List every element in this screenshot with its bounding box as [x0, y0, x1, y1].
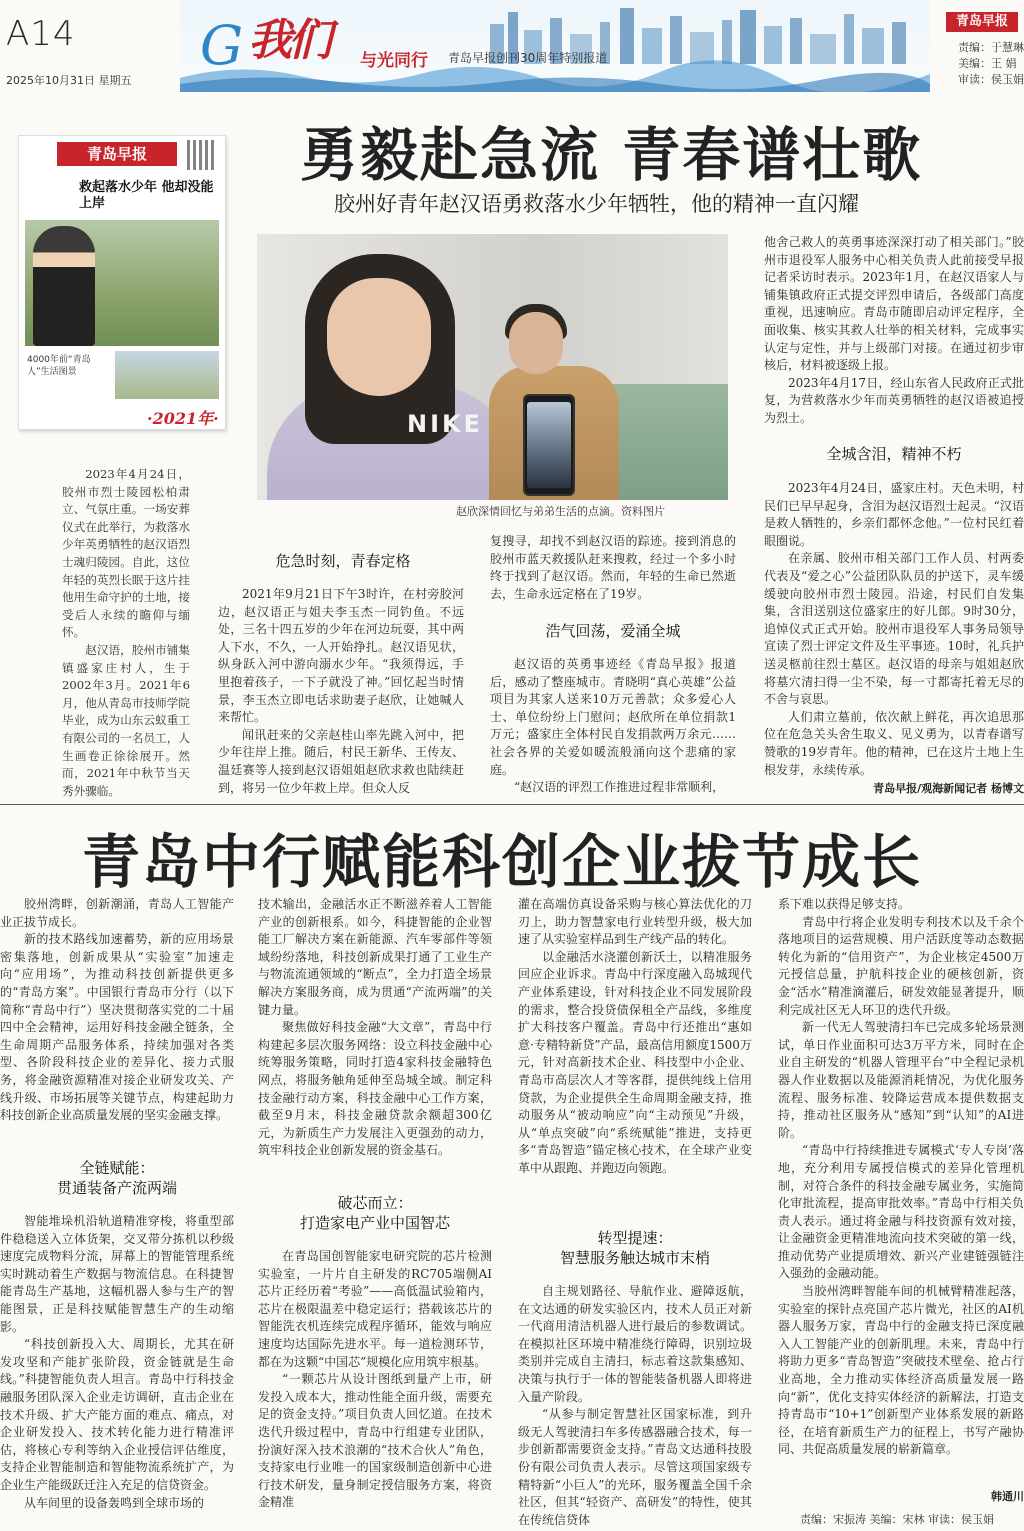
- thumbnail-headline: 救起落水少年 他却没能上岸: [79, 180, 214, 211]
- intro-paragraph: 赵汉语，胶州市铺集镇盛家庄村人，生于2002年3月。2021年6月，他从青岛市技师学院毕业，成为山东云蚁重工有限公司的一名员工，人生画卷正徐徐展开。然而，2021年中秋节当天秀外骤临。: [62, 642, 190, 798]
- banner-subtitle: 青岛早报创刊30周年特别报道: [448, 51, 608, 65]
- designer-credit: 美编：王 娟: [958, 57, 1017, 70]
- story1-column-4b: [764, 480, 1024, 779]
- story1-subheadline: 胶州好青年赵汉语勇救落水少年牺牲，他的精神一直闪耀: [334, 192, 859, 216]
- paragraph: “青岛中行持续推进专属模式‘专人专岗’落地，充分利用专属授信模式的差异化管理机制，对符合条件的科技金融专属业务，实施简化审批流程，提高审批效率。”青岛中行相关负责人表示。通过将金融与科技资源有效对接，让金融资金更精准地流向技术突破的第一线，推动优势产业提质增效、新兴产业建链强链注入强劲的金融动能。: [778, 1143, 1024, 1281]
- paragraph: 2023年4月24日，盛家庄村。天色未明，村民们已早早起身，含泪为赵汉语烈士起灵。“汉语是救人牺牲的，乡亲们都怀念他。”一位村民红着眼圈说。: [764, 481, 1024, 548]
- anniversary-banner: [180, 0, 930, 92]
- story1-byline: 青岛早报/观海新闻记者 杨博文: [873, 782, 1024, 795]
- paragraph: 2023年4月17日，经山东省人民政府正式批复，为营救落水少年而英勇牺牲的赵汉语被追授为烈士。: [764, 375, 1024, 425]
- qr-code-icon: [187, 140, 217, 170]
- paragraph: 2021年9月21日下午3时许，在村旁胶河边，赵汉语正与姐夫李玉杰一同钓鱼。不远处，三名十四五岁的少年在河边玩耍，其中两人下水，不久，一人开始挣扎。赵汉语见状，纵身跃入河中游向溺水少年。“我须得远，手里抱着孩子，一下子就没了神。”回忆起当时情景，李玉杰立即电话求助妻子赵欣，让她喊人来帮忙。: [218, 587, 464, 725]
- thumbnail-landscape-photo: [115, 351, 219, 399]
- story2-column-2: [258, 896, 492, 1160]
- photo-mother-face: [509, 312, 563, 374]
- section-divider: [0, 804, 1024, 805]
- editor-credits: [958, 40, 1024, 88]
- story2-headline: 青岛中行赋能科创企业拔节成长: [82, 828, 923, 896]
- section-title: 浩气回荡，爱涌全城: [545, 622, 681, 640]
- story2-byline: 韩通川: [991, 1490, 1024, 1503]
- section-title: 危急时刻，青春定格: [275, 552, 411, 570]
- story1-column-3b: [490, 656, 736, 797]
- paragraph: 自主规划路径、导航作业、避障返航，在文达通的研发实验区内，技术人员正对新一代商用清洁机器人进行最后的参数调试。在模拟社区环境中精准绕行障碍，识别垃圾类别并完成自主清扫，标志着这款集感知、决策与执行于一体的智能装备机器人即将进入量产阶段。: [518, 1284, 752, 1404]
- paragraph: 复搜寻，却找不到赵汉语的踪迹。接到消息的胶州市蓝天救援队赶来搜救，经过一个多小时终于找到了赵汉语。然而，年轻的生命已然逝去，生命永远定格在了19岁。: [490, 534, 736, 601]
- photo-phone-screen: [527, 402, 571, 488]
- paragraph: 从车间里的设备轰鸣到全球市场的: [24, 1495, 205, 1510]
- story1-column-4: [764, 234, 1024, 428]
- story1-column-2: [218, 586, 464, 797]
- section-title: 全城含泪，精神不朽: [826, 445, 962, 463]
- paragraph: 新的技术路线加速蓄势，新的应用场景密集落地，创新成果从“实验室”加速走向“应用场”，为推动科技创新提供更多的“青岛方案”。中国银行青岛市分行（以下简称“青岛中行”）坚决贯彻落实党的二十届四中全会精神，运用好科技金融全链条，全生命周期产品服务体系，持续加强对各类型、各阶段科技企业的差异化、接力式服务，将金融资源精准对接企业研发攻关、产线升级、市场拓展等关键节点，构建起助力科技创新企业高质量发展的坚实金融支撑。: [0, 932, 234, 1123]
- story2-column-2b: [258, 1248, 492, 1512]
- issue-date: 2025年10月31日 星期五: [6, 74, 132, 87]
- intro-paragraph: 2023年4月24日，胶州市烈士陵园松柏肃立、气氛庄重。一场安葬仪式在此举行，为救落水少年英勇牺牲的赵汉语烈士魂归陵园。自此，这位年轻的英烈长眠于这片挂他用生命守护的土地，接受后人永续的瞻仰与缅怀。: [62, 467, 190, 640]
- paragraph: 人们肃立墓前，依次献上鲜花，再次追思那位在危急关头舍生取义、见义勇为，以青春谱写赞歌的19岁青年。他的精神，已在这片土地上生根发芽，永续传承。: [764, 709, 1024, 777]
- archive-front-page-thumbnail: [18, 135, 226, 430]
- section-title: 转型提速： 智慧服务触达城市末梢: [559, 1229, 710, 1267]
- paragraph: 技术输出，金融活水正不断滋养着人工智能产业的创新根系。如今，科捷智能的企业智能工厂解决方案在新能源、汽车零部件等领域纷纷落地，科技创新成果打通了工业生产与物流流通领域的“断点”，全力打造全场景解决方案服务商，成为贯通“产流两端”的关键力量。: [258, 897, 492, 1017]
- paragraph: 在青岛国创智能家电研究院的芯片检测实验室，一片片自主研发的RC705端侧AI芯片正经历着“考验”——高低温试验箱内，芯片在极限温差中稳定运行；搭载该芯片的智能洗衣机连续完成程序循环，能效与响应速度均达国际先进水平。每一道检测环节，都在为这颗“中国芯”规模化应用筑牢根基。: [258, 1249, 492, 1369]
- paragraph: 灌在高端仿真设备采购与核心算法优化的刀刃上，助力智慧家电行业转型升级，极大加速了从实验室样品到生产线产品的转化。: [518, 897, 752, 947]
- paragraph: 新一代无人驾驶清扫车已完成多轮场景测试，单日作业面积可达3万平方米，同时在企业自主研发的“机器人管理平台”中全程记录机器人作业数据以及能源消耗情况，为优化服务流程、服务标准、较降运营成本提供数据支持，推动社区服务从“感知”到“认知”的AI进阶。: [778, 1020, 1024, 1140]
- thumbnail-subheadline: 4000年前“青岛人”生活图景: [27, 355, 91, 377]
- thumbnail-portrait: [33, 226, 95, 346]
- section-title: 全链赋能： 贯通装备产流两端: [56, 1159, 177, 1197]
- wave-swirl-icon: G: [200, 14, 244, 77]
- paragraph: 系下难以获得足够支持。: [778, 897, 911, 911]
- story1-headline: 勇毅赴急流 青春谱壮歌: [300, 121, 923, 189]
- paragraph: 青岛中行将企业发明专利技术以及千余个落地项目的运营规模、用户活跃度等动态数据转化为新的“信用资产”，为企业核定4500万元授信总量，护航科技企业的硬核创新，资金“活水”精准滴灌后，研发效能显著提升，顺利完成社区无人环卫的迭代升级。: [778, 914, 1024, 1017]
- story2-column-1b: [0, 1213, 234, 1512]
- story2-column-3b: [518, 1283, 752, 1529]
- banner-title: 与光同行: [360, 51, 428, 71]
- story1-column-3: [490, 533, 736, 603]
- paragraph: “从参与制定智慧社区国家标准，到升级无人驾驶清扫车多传感器融合技术，每一步创新都需要资金支持。”青岛文达通科技股份有限公司负责人表示。尽管这项国家级专精特新“小巨人”的光环，服务覆盖全国千余社区，但其“轻资产、高研发”的特性，使其在传统信贷体: [518, 1407, 752, 1527]
- paragraph: 当胶州湾畔智能车间的机械臂精准起落，实验室的探针点亮国产芯片微光，社区的AI机器人服务万家，青岛中行的金融支持已深度融入人工智能产业的创新肌理。未来，青岛中行将助力更多“青岛智造”突破技术壁垒、抢占行业高地，全力推动实体经济高质量发展一路向“新”，优化支持实体经济的新解法，打造支持青岛市“10+1”创新型产业体系发展的新路径，在培育新质生产力的征程上，书写产融协同、共促高质量发展的崭新篇章。: [778, 1284, 1024, 1457]
- story2-column-4: [778, 896, 1024, 1459]
- story1-photo: [257, 234, 728, 500]
- story2-column-1: [0, 896, 234, 1125]
- proofreader-credit: 审读：侯玉娟: [958, 73, 1024, 86]
- paragraph: 赵汉语的英勇事迹经《青岛早报》报道后，感动了整座城市。青晓明“真心英雄”公益项目为其家人送来10万元善款；众多爱心人士、单位纷纷上门慰问；赵欣所在单位捐款1万元；盛家庄全体村民自发捐款两万余元……社会各界的关爱如暖流般涌向这个悲痛的家庭。: [490, 657, 736, 777]
- story2-column-3: [518, 896, 752, 1178]
- page-number: A14: [6, 14, 76, 54]
- photo-shirt-print: NIKE: [407, 410, 484, 438]
- paragraph: 他舍己救人的英勇事迹深深打动了相关部门。”胶州市退役军人服务中心相关负责人此前接受早报记者采访时表示。2023年1月，在赵汉语家人与铺集镇政府正式提交评烈申请后，各级部门高度重视，迅速响应。青岛市随即启动评定程序，全面收集、核实其救人壮举的相关材料，完成事实认定与定性，并与上级部门对接。在通过初步审核后，材料被逐级上报。: [764, 235, 1024, 373]
- paragraph: 聚焦做好科技金融“大文章”，青岛中行构建起多层次服务网络：设立科技金融中心统筹服务策略，同时打造4家科技金融特色网点，将服务触角延伸至岛城全域。制定科技金融行动方案，科技金融中心工作方案，截至9月末，科技金融贷款余额超300亿元，为新质生产力发展注入更强劲的动力，筑牢科技企业创新发展的资金基石。: [258, 1020, 492, 1158]
- paragraph: 闻讯赶来的父亲赵桂山率先跳入河中，把少年往岸上推。随后，村民王新华、王传友、温廷赛等人接到赵汉语姐姐赵欣求救也陆续赶到，将另一位少年救上岸。但众人反: [218, 727, 464, 795]
- section-title: 破芯而立： 打造家电产业中国智芯: [299, 1194, 450, 1232]
- photo-woman-face: [327, 278, 431, 396]
- thumbnail-year: ·2021年·: [147, 409, 219, 428]
- newspaper-logo: 青岛早报: [946, 12, 1018, 32]
- paragraph: 智能堆垛机沿轨道精准穿梭，将重型部件稳稳送入立体货架，交叉带分拣机以秒级速度完成物料分流，屏幕上的智能管理系统实时跳动着生产数据与物流信息。在科捷智能青岛生产基地，这幅机器人参与生产的智能图景，正是科技赋能智慧生产的生动缩影。: [0, 1214, 234, 1334]
- editor-credit: 责编：于慧琳: [958, 41, 1024, 54]
- photo-caption: 赵欣深情回忆与弟弟生活的点滴。资料图片: [456, 505, 665, 518]
- paragraph: “一颗芯片从设计图纸到量产上市，研发投入成本大，推动性能全面升级，需要充足的资金支持。”项目负责人回忆道。在技术迭代升级过程中，青岛中行组建专业团队，扮演好深入技术浪潮的“技术合伙人”角色，支持家电行业唯一的国家级制造创新中心进行技术研发，量身制定授信服务方案，将资金精准: [258, 1372, 492, 1510]
- banner-script-title: 我们: [248, 15, 328, 66]
- story1-intro: [62, 466, 190, 800]
- paragraph: “赵汉语的评烈工作推进过程非常顺利，: [514, 780, 725, 795]
- paragraph: 以金融活水浇灌创新沃土，以精准服务回应企业诉求。青岛中行深度融入岛城现代产业体系建设，针对科技企业不同发展阶段的需求，整合投贷债保租全产品线，多维度扩大科技客户覆盖。青岛中行还推出“惠如意·专精特新贷”产品，最高信用额度1500万元，针对高新技术企业、科技型中小企业、青岛市高层次人才等客群，提供纯线上信用贷款，为企业提供全生命周期金融支持，推动服务从“被动响应”向“主动预见”升级，从“单点突破”向“系统赋能”推进，支持更多“青岛智造”锚定核心技术，在全球产业变革中从跟跑、并跑迈向领跑。: [518, 949, 752, 1175]
- paragraph: “科技创新投入大、周期长，尤其在研发攻坚和产能扩张阶段，资金链就是生命线。”科捷智能负责人坦言。青岛中行科技金融服务团队深入企业走访调研，直击企业在技术升级、扩大产能方面的难点、痛点，对企业研发投入、技术转化能力进行精准评估，将核心专利等纳入企业授信评估维度，支持企业智能制造和智能物流系统扩产，为企业生产能级跃迁注入充足的信贷资金。: [0, 1337, 234, 1492]
- footer-credits: 责编：宋振涛 美编：宋林 审读：侯玉娟: [800, 1513, 994, 1526]
- paragraph: 胶州湾畔，创新潮涌，青岛人工智能产业正拔节成长。: [0, 897, 234, 929]
- thumbnail-logo: 青岛早报: [57, 142, 177, 166]
- paragraph: 在亲属、胶州市相关部门工作人员、村两委代表及“爱之心”公益团队队员的护送下，灵车缓缓驶向胶州市烈士陵园。沿途，村民们自发集集，含泪送别这位盛家庄的好儿郎。9时30分，追悼仪式正式开始。胶州市退役军人事务局领导宣读了烈士评定文件及生平事迹。10时，礼兵护送灵柩前往烈士墓区。赵汉语的母亲与姐姐赵欣将墓穴清扫得一尘不染，每一寸都寄托着无尽的不舍与哀思。: [764, 551, 1024, 707]
